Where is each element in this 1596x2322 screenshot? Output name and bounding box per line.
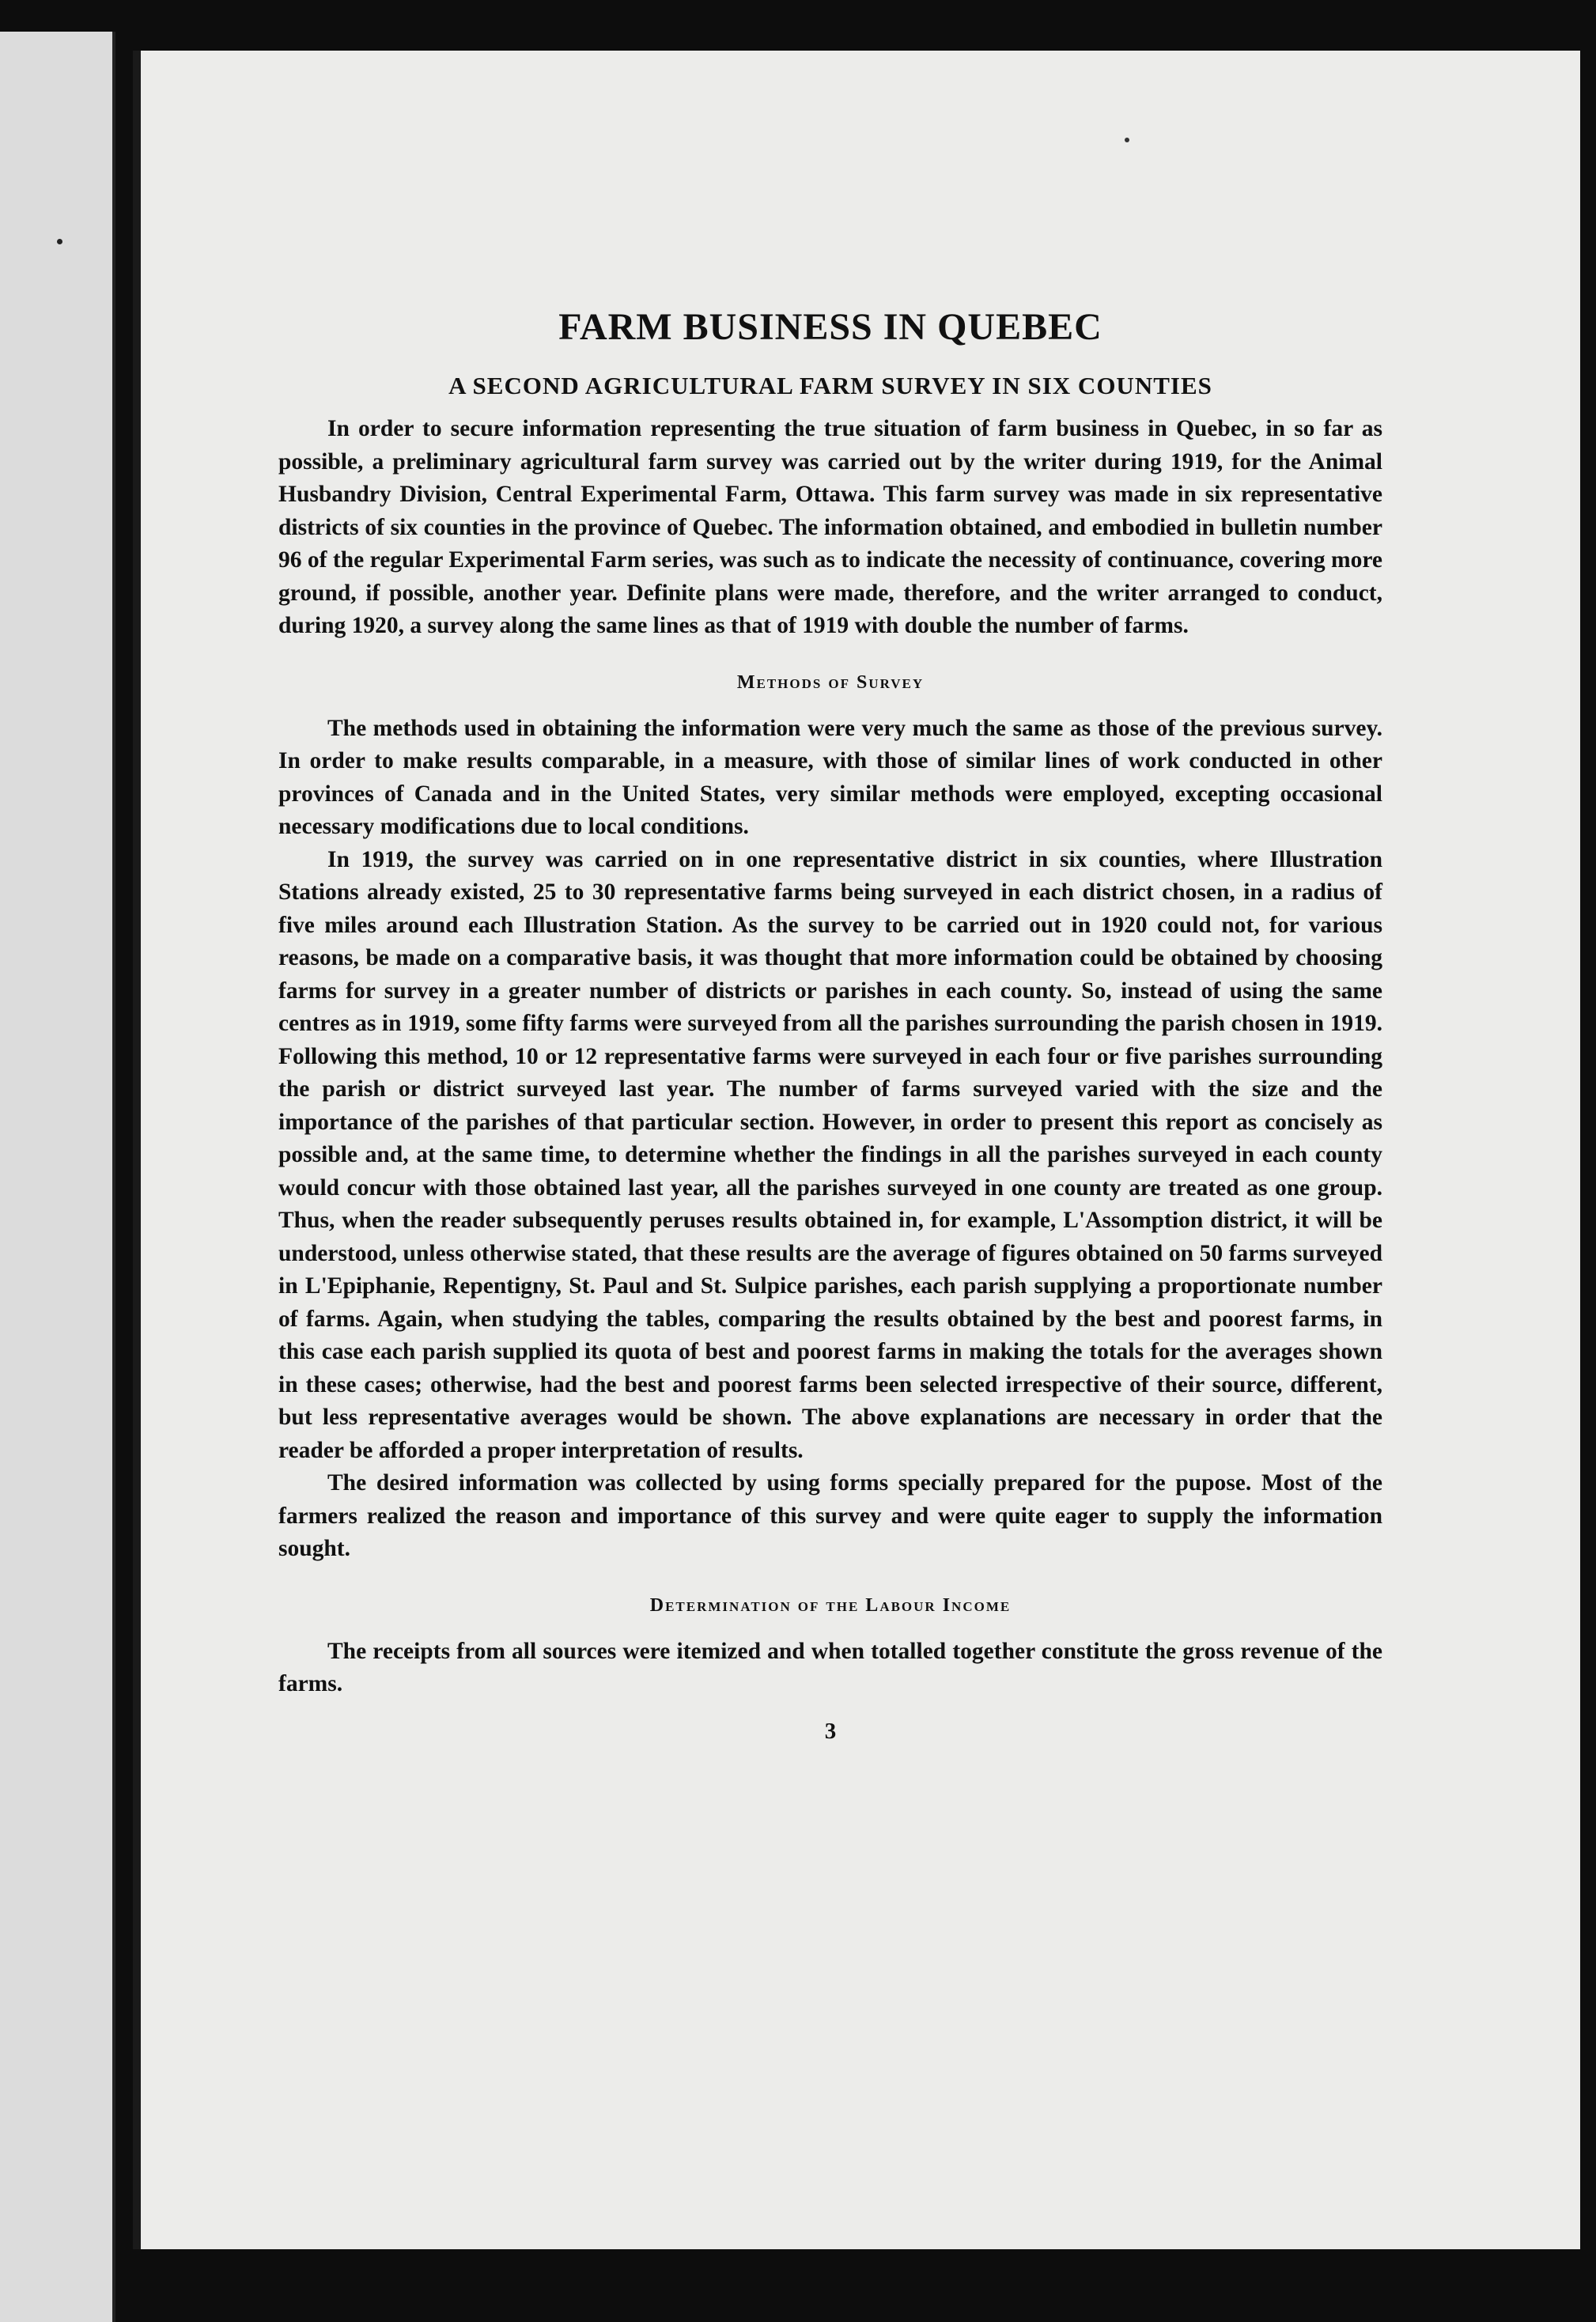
labour-paragraph-1: The receipts from all sources were itemized and when totalled together constitute the gross revenue of the farms.	[278, 1638, 1382, 1696]
page-number: 3	[824, 1718, 837, 1744]
intro-paragraph: In order to secure information representing the true situation of farm business in Quebec, in so far as possible, a preliminary agricultural farm survey was carried out by the writer during 1919, for the Animal Husbandry Division, Central Experimental Farm, Ottawa. This farm survey was made in six representative districts of six counties in the province of Quebec. The information obtained, and embodied in bulletin number 96 of the regular Experimental Farm series, was such as to indicate the necessity of continuance, covering more ground, if possible, another year. Definite plans were made, therefore, and the writer arranged to conduct, during 1920, a survey along the same lines as that of 1919 with double the number of farms.	[278, 416, 1382, 638]
methods-paragraph-2: In 1919, the survey was carried on in one representative district in six counties, where Illustration Stations already existed, 25 to 30 representative farms being surveyed in each district chosen, in a radius of five miles around each Illustration Station. As the survey to be carried out in 1920 could not, for various reasons, be made on a comparative basis, it was thought that more information could be obtained by choosing farms for survey in a greater number of districts or parishes in each county. So, instead of using the same centres as in 1919, some fifty farms were surveyed from all the parishes surrounding the parish chosen in 1919. Following this method, 10 or 12 representative farms were surveyed in each four or five parishes surrounding the parish or district surveyed last year. The number of farms surveyed varied with the size and the importance of the parishes of that particular section. However, in order to present this report as concisely as possible and, at the same time, to determine whether the findings in all the parishes surveyed in each county would concur with those obtained last year, all the parishes surveyed in one county are treated as one group. Thus, when the reader subsequently peruses results obtained in, for example, L'Assomption district, it will be understood, unless otherwise stated, that these results are the average of figures obtained on 50 farms surveyed in L'Epiphanie, Repentigny, St. Paul and St. Sulpice parishes, each parish supplying a proportionate number of farms. Again, when studying the tables, comparing the results obtained by the best and poorest farms, in this case each parish supplied its quota of best and poorest farms in making the totals for the averages shown in these cases; otherwise, had the best and poorest farms been selected irrespective of their source, different, but less representative averages would be shown. The above explanations are necessary in order that the reader be afforded a proper interpretation of results.	[278, 846, 1382, 1463]
page-subtitle: A SECOND AGRICULTURAL FARM SURVEY IN SIX COUNTIES	[448, 372, 1212, 399]
methods-paragraph-3: The desired information was collected by using forms specially prepared for the pupose. Most of the farmers realized the reason and importance of this survey and were quite eager to supply the information sought.	[278, 1470, 1382, 1561]
page-content	[278, 304, 1382, 1747]
section-heading-methods: Methods of Survey	[736, 671, 925, 693]
ink-speck	[1125, 138, 1129, 142]
methods-paragraph-1: The methods used in obtaining the information were very much the same as those of the previous survey. In order to make results comparable, in a measure, with those of similar lines of work conducted in other provinces of Canada and in the United States, very similar methods were employed, excepting occasional necessary modifications due to local conditions.	[278, 715, 1382, 839]
section-heading-labour-income: Determination of the Labour Income	[649, 1594, 1012, 1616]
ink-speck	[57, 239, 62, 244]
document-page	[133, 51, 1580, 2249]
page-title: FARM BUSINESS IN QUEBEC	[558, 306, 1102, 348]
facing-page-edge	[0, 32, 115, 2322]
